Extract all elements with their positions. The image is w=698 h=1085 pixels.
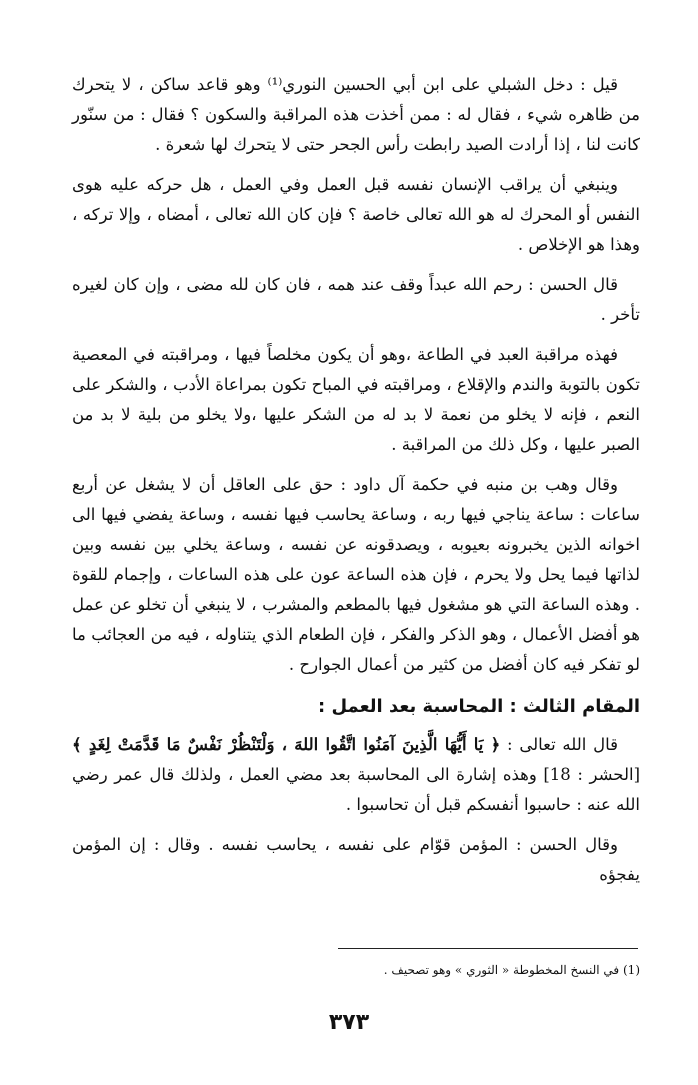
page-body	[72, 70, 640, 890]
paragraph-types-of-muraqaba: فهذه مراقبة العبد في الطاعة ،وهو أن يكون مخلصاً فيها ، ومراقبته في المعصية تكون بالتوبة والندم والإقلاع ، ومراقبته في المباح تكون بمراعاة الأدب ، والشكر على النعم ، فإنه لا يخلو من نعمة لا بد له من الشكر عليها ،ولا يخلو من بلية لا بد من الصبر عليها ، وكل ذلك من المراقبة .	[72, 345, 640, 454]
verse-intro: قال الله تعالى :	[500, 735, 618, 754]
paragraph-wahb-four-hours: وقال وهب بن منبه في حكمة آل داود : حق على العاقل أن لا يشغل عن أربع ساعات : ساعة يناجي فيها ربه ، وساعة يحاسب فيها نفسه ، وساعة يفضي فيها الى اخوانه الذين يخبرونه بعيوبه ، ويصدقونه عن نفسه ، وساعة يخلي بين نفسه وبين لذاتها فيما يحل ولا يحرم ، فإن هذه الساعة عون على هذه الساعات ، وإجمام للقوة . وهذه الساعة التي هو مشغول فيها بالمطعم والمشرب ، لا ينبغي أن تخلو عن عمل هو أفضل الأعمال ، وهو الذكر والفكر ، فإن الطعام الذي يتناوله ، فيه من العجائب ما لو تفكر فيه كان أفضل من كثير من أعمال الجوارح .	[72, 475, 640, 674]
footnote: (1) في النسخ المخطوطة « الثوري » وهو تصحيف .	[383, 963, 640, 977]
paragraph-shibli-nuri: قيل : دخل الشبلي على ابن أبي الحسين النوري⁽¹⁾ وهو قاعد ساكن ، لا يتحرك من ظاهره شيء ، فقال له : ممن أخذت هذه المراقبة والسكون ؟ فقال : من سنّور كانت لنا ، إذا أرادت الصيد رابطت رأس الجحر حتى لا يتحرك لها شعرة .	[72, 75, 640, 154]
paragraph-hasan-quote: قال الحسن : رحم الله عبداً وقف عند همه ، فان كان لله مضى ، وإن كان لغيره تأخر .	[72, 275, 640, 324]
quran-verse: ﴿ يَا أَيُّهَا الَّذِينَ آمَنُوا اتَّقُوا اللهَ ، وَلْتَنْظُرْ نَفْسٌ مَا قَدَّمَتْ لِغَدٍ ﴾	[72, 735, 501, 754]
page-number: ٣٧٣	[328, 1010, 370, 1035]
paragraph-hasan-believer: وقال الحسن : المؤمن قوّام على نفسه ، يحاسب نفسه . وقال : إن المؤمن يفجؤه	[72, 835, 640, 884]
section-heading: المقام الثالث : المحاسبة بعد العمل :	[318, 696, 640, 717]
paragraph-quran-verse	[72, 730, 640, 820]
paragraph-self-watching: وينبغي أن يراقب الإنسان نفسه قبل العمل وفي العمل ، هل حركه عليه هوى النفس أو المحرك له هو الله تعالى خاصة ؟ فإن كان الله تعالى ، أمضاه ، وإلا تركه ، وهذا هو الإخلاص .	[72, 175, 640, 254]
verse-commentary: [الحشر : 18] وهذه إشارة الى المحاسبة بعد مضي العمل ، ولذلك قال عمر رضي الله عنه : حاسبوا أنفسكم قبل أن تحاسبوا .	[72, 765, 641, 814]
footnote-divider	[338, 948, 638, 949]
